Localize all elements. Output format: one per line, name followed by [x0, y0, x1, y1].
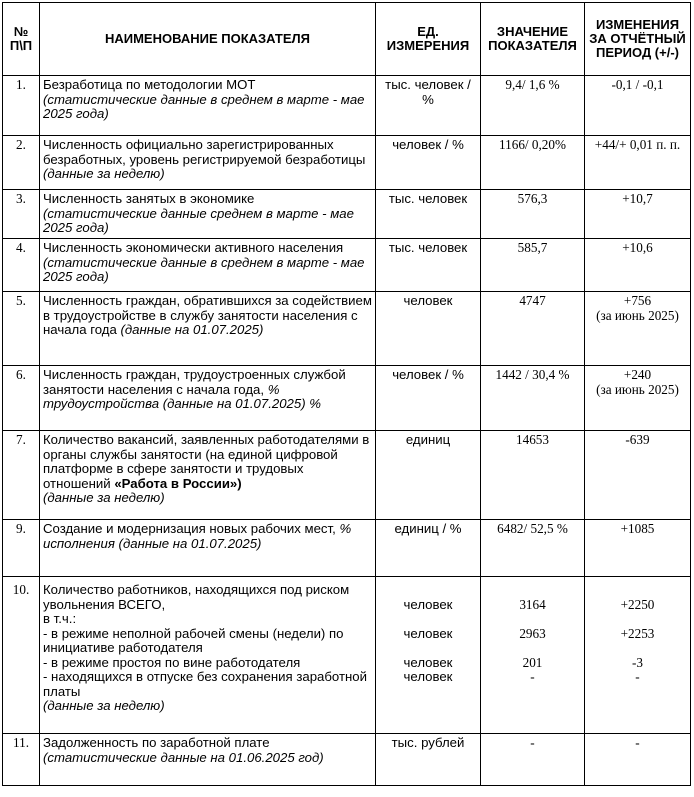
- header-value: ЗНАЧЕНИЕ ПОКАЗАТЕЛЯ: [481, 3, 585, 76]
- table-row: [3, 734, 691, 786]
- row-name: [40, 577, 376, 734]
- row-value: 4747: [481, 292, 585, 366]
- row-name: [40, 190, 376, 239]
- row-unit: [376, 577, 481, 734]
- row-value: 14653: [481, 431, 585, 520]
- indicator-name: Количество вакансий, заявленных работодателями в органы службы занятости (на единой цифровой платформе в сфере занятости и трудовых отношений: [43, 432, 370, 491]
- row-value: 576,3: [481, 190, 585, 239]
- platform-name: «Работа в России»): [114, 475, 242, 491]
- row-name: [40, 431, 376, 520]
- header-row: [3, 3, 691, 76]
- indicator-name: Безработица по методологии МОТ: [43, 77, 256, 92]
- row-unit: тыс. человек: [376, 239, 481, 292]
- indicator-name: Численность граждан, обратившихся за содействием в трудоустройстве в службу занятости населения с начала года: [43, 293, 372, 337]
- row-change: +1085: [585, 520, 691, 577]
- row-value: 1166/ 0,20%: [481, 136, 585, 190]
- row-name: [40, 366, 376, 431]
- change-period: (за июнь 2025): [596, 307, 679, 323]
- subitem-unit: человек: [403, 669, 453, 684]
- row-num: 9.: [3, 520, 40, 577]
- indicator-note: (статистические данные среднем в марте - мае 2025 года): [43, 205, 354, 235]
- indicator-name: Численность граждан, трудоустроенных службой занятости населения с начала года,: [43, 367, 346, 397]
- indicator-note: (данные на 01.07.2025): [120, 322, 264, 337]
- indicator-note: % трудоустройства (данные на 01.07.2025) %: [43, 381, 321, 411]
- indicator-name: Задолженность по заработной плате: [43, 735, 270, 750]
- table-row: [3, 136, 691, 190]
- change-value: +240: [623, 367, 652, 382]
- row-change: [585, 577, 691, 734]
- row-name: [40, 520, 376, 577]
- row-unit: единиц / %: [376, 520, 481, 577]
- total-change: +2250: [620, 596, 655, 612]
- row-num: 3.: [3, 190, 40, 239]
- indicator-note: % исполнения (данные на 01.07.2025): [43, 521, 352, 551]
- subitem-change: +2253: [620, 625, 655, 641]
- row-num: 11.: [3, 734, 40, 786]
- row-unit: человек / %: [376, 366, 481, 431]
- row-value: [481, 577, 585, 734]
- row-value: -: [481, 734, 585, 786]
- row-change: -: [585, 734, 691, 786]
- table-row: [3, 292, 691, 366]
- header-num: № П\П: [3, 3, 40, 76]
- row-unit: единиц: [376, 431, 481, 520]
- table-row: [3, 577, 691, 734]
- subitem-label: - в режиме простоя по вине работодателя: [43, 654, 301, 670]
- row-unit: тыс. человек / %: [376, 76, 481, 136]
- indicator-name: Численность экономически активного населения: [43, 240, 344, 255]
- row-value: 585,7: [481, 239, 585, 292]
- row-num: 10.: [3, 577, 40, 734]
- indicator-name: Численность официально зарегистрированных безработных, уровень регистрируемой безработицы: [43, 137, 366, 167]
- change-period: (за июнь 2025): [596, 381, 679, 397]
- subitem-unit: человек: [403, 625, 453, 641]
- row-change: +44/+ 0,01 п. п.: [585, 136, 691, 190]
- subitem-unit: человек: [403, 654, 453, 670]
- row-name: [40, 292, 376, 366]
- indicator-note: (статистические данные в среднем в марте - мае 2025 года): [43, 91, 365, 121]
- row-value: 1442 / 30,4 %: [481, 366, 585, 431]
- table-row: [3, 239, 691, 292]
- header-change: ИЗМЕНЕНИЯ ЗА ОТЧЁТНЫЙ ПЕРИОД (+/-): [585, 3, 691, 76]
- row-unit: тыс. рублей: [376, 734, 481, 786]
- row-value: 9,4/ 1,6 %: [481, 76, 585, 136]
- row-name: [40, 239, 376, 292]
- row-num: 4.: [3, 239, 40, 292]
- indicator-name: Создание и модернизация новых рабочих мест,: [43, 521, 336, 536]
- row-change: [585, 366, 691, 431]
- subitem-value: -: [530, 669, 535, 684]
- subitem-change: -: [635, 669, 640, 684]
- table-row: [3, 190, 691, 239]
- row-change: +10,7: [585, 190, 691, 239]
- indicator-note: (данные за неделю): [43, 166, 165, 181]
- indicator-note: (данные за неделю): [43, 490, 165, 505]
- row-num: 6.: [3, 366, 40, 431]
- subitem-value: 201: [522, 654, 543, 670]
- row-value: 6482/ 52,5 %: [481, 520, 585, 577]
- header-unit: ЕД. ИЗМЕРЕНИЯ: [376, 3, 481, 76]
- header-name: НАИМЕНОВАНИЕ ПОКАЗАТЕЛЯ: [40, 3, 376, 76]
- total-value: 3164: [519, 596, 546, 612]
- indicator-note: (статистические данные в среднем в марте - мае 2025 года): [43, 254, 365, 284]
- row-change: +10,6: [585, 239, 691, 292]
- row-change: -0,1 / -0,1: [585, 76, 691, 136]
- row-num: 7.: [3, 431, 40, 520]
- row-unit: человек / %: [376, 136, 481, 190]
- table-row: [3, 520, 691, 577]
- row-name: [40, 136, 376, 190]
- indicator-name: Численность занятых в экономике: [43, 191, 255, 206]
- row-unit: тыс. человек: [376, 190, 481, 239]
- subitem-change: -3: [632, 654, 643, 670]
- row-unit: человек: [376, 292, 481, 366]
- subitem-value: 2963: [519, 625, 546, 641]
- row-name: [40, 76, 376, 136]
- subitem-label: - находящихся в отпуске без сохранения заработной платы: [43, 669, 368, 699]
- change-value: +756: [623, 293, 652, 308]
- row-num: 2.: [3, 136, 40, 190]
- table-row: [3, 431, 691, 520]
- table-row: [3, 76, 691, 136]
- row-name: [40, 734, 376, 786]
- row-num: 1.: [3, 76, 40, 136]
- indicator-name: Количество работников, находящихся под риском увольнения ВСЕГО,: [43, 582, 350, 612]
- indicators-table: [2, 2, 691, 786]
- row-change: [585, 292, 691, 366]
- subitem-label: - в режиме неполной рабочей смены (недели) по инициативе работодателя: [43, 625, 344, 655]
- indicator-note: (статистические данные на 01.06.2025 год): [43, 749, 324, 765]
- row-num: 5.: [3, 292, 40, 366]
- row-change: -639: [585, 431, 691, 520]
- indicator-note: (данные за неделю): [43, 698, 165, 713]
- total-unit: человек: [403, 596, 453, 612]
- subitems-intro: в т.ч.:: [43, 611, 77, 626]
- table-row: [3, 366, 691, 431]
